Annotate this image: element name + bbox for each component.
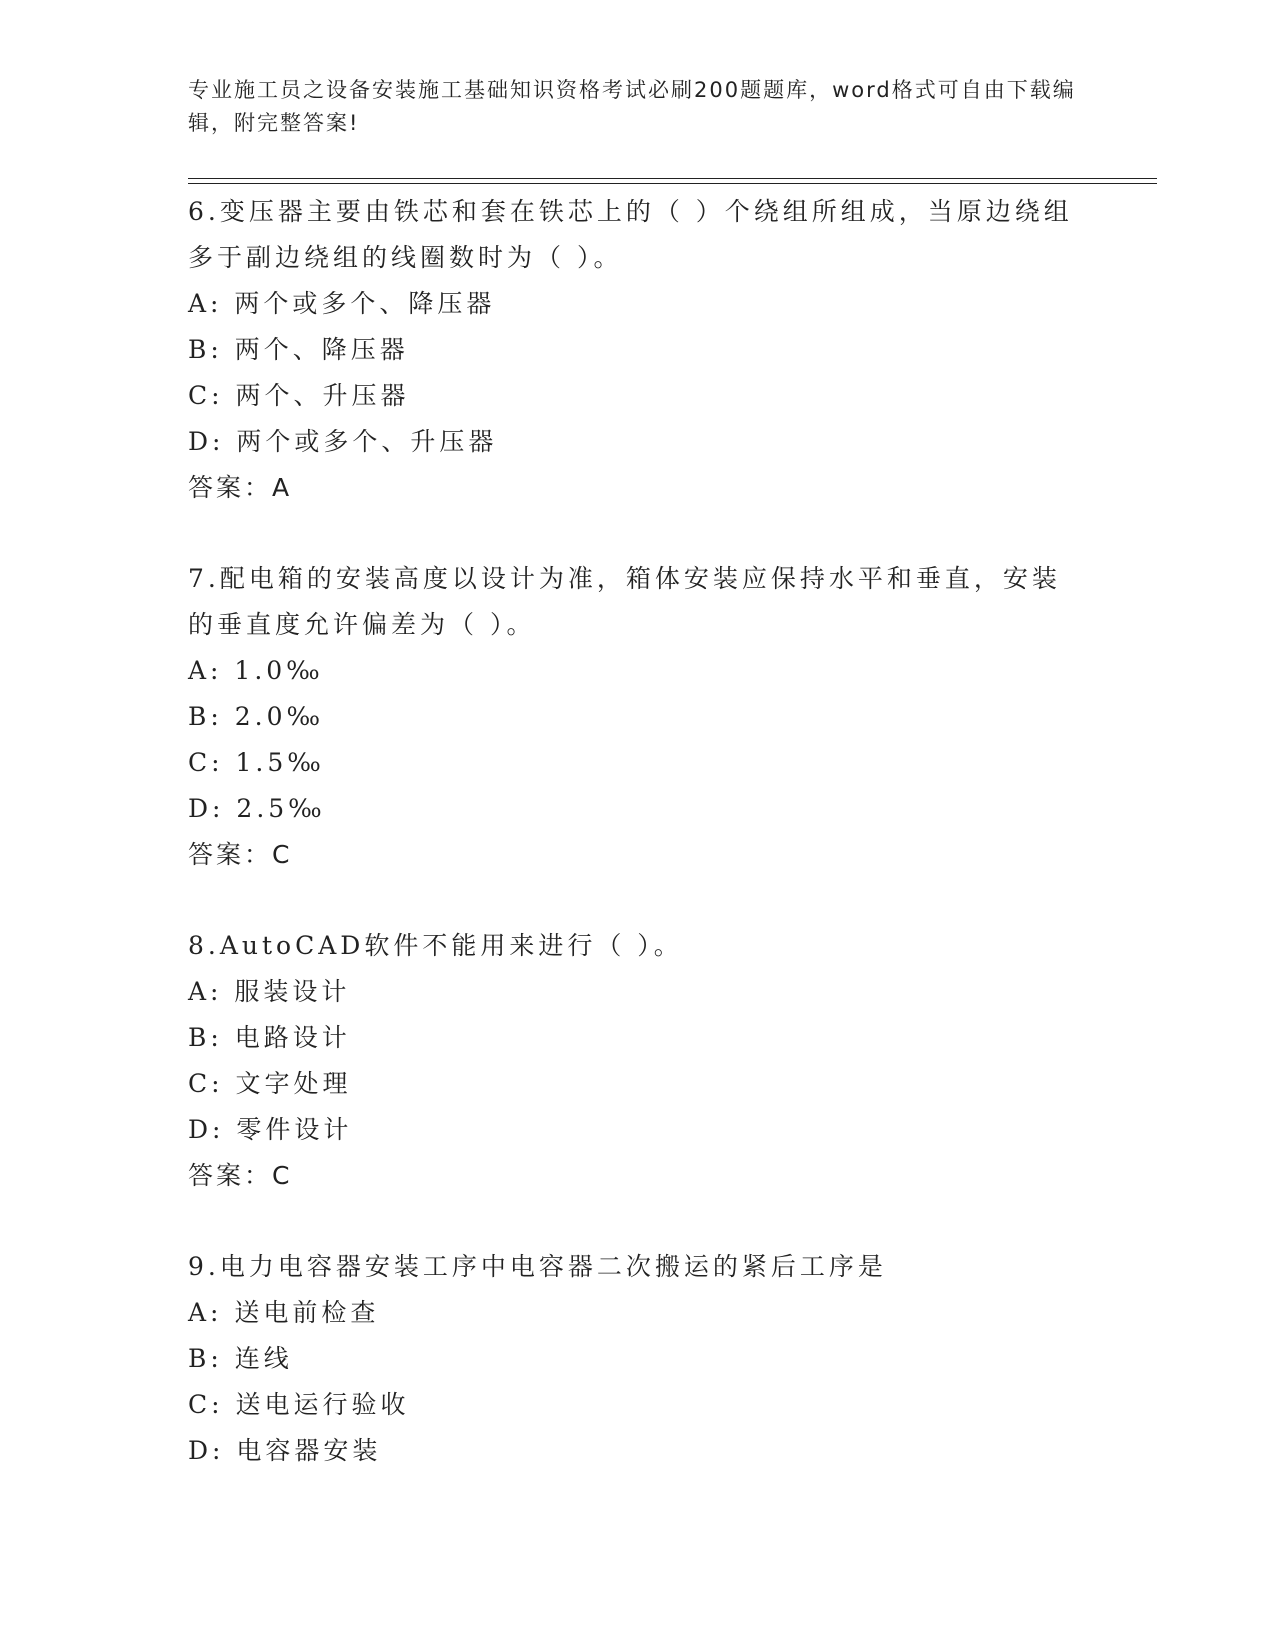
option-b: B: 电路设计 bbox=[188, 1023, 351, 1052]
option-a: A: 服装设计 bbox=[188, 977, 351, 1006]
question-stem: 7.配电箱的安装高度以设计为准，箱体安装应保持水平和垂直，安装的垂直度允许偏差为（ ）。 bbox=[188, 564, 1061, 639]
option-a: A: 1.0‰ bbox=[188, 656, 324, 685]
answer: 答案：C bbox=[188, 1161, 293, 1190]
option-c: C: 1.5‰ bbox=[188, 748, 325, 777]
question-7 bbox=[188, 556, 1088, 878]
answer: 答案：A bbox=[188, 473, 293, 502]
option-b: B: 2.0‰ bbox=[188, 702, 325, 731]
question-spacer bbox=[188, 1199, 1088, 1244]
question-list bbox=[188, 189, 1088, 1474]
header-divider-top bbox=[188, 178, 1157, 179]
option-b: B: 两个、降压器 bbox=[188, 335, 409, 364]
question-spacer bbox=[188, 511, 1088, 556]
option-a: A: 送电前检查 bbox=[188, 1298, 380, 1327]
option-b: B: 连线 bbox=[188, 1344, 293, 1373]
option-d: D: 两个或多个、升压器 bbox=[188, 427, 498, 456]
question-stem: 8.AutoCAD软件不能用来进行（ ）。 bbox=[188, 931, 683, 960]
option-d: D: 零件设计 bbox=[188, 1115, 353, 1144]
option-a: A: 两个或多个、降压器 bbox=[188, 289, 496, 318]
question-stem: 6.变压器主要由铁芯和套在铁芯上的（ ）个绕组所组成，当原边绕组多于副边绕组的线圈数时为（ ）。 bbox=[188, 197, 1073, 272]
option-c: C: 两个、升压器 bbox=[188, 381, 410, 410]
option-d: D: 2.5‰ bbox=[188, 794, 326, 823]
document-header: 专业施工员之设备安装施工基础知识资格考试必刷200题题库，word格式可自由下载编辑，附完整答案! bbox=[188, 78, 1076, 135]
question-stem: 9.电力电容器安装工序中电容器二次搬运的紧后工序是 bbox=[188, 1252, 887, 1281]
option-c: C: 送电运行验收 bbox=[188, 1390, 410, 1419]
question-spacer bbox=[188, 878, 1088, 923]
question-6 bbox=[188, 189, 1088, 511]
question-9 bbox=[188, 1244, 1088, 1474]
question-8 bbox=[188, 923, 1088, 1199]
header-divider-bottom bbox=[188, 183, 1157, 184]
option-c: C: 文字处理 bbox=[188, 1069, 352, 1098]
option-d: D: 电容器安装 bbox=[188, 1436, 382, 1465]
answer: 答案：C bbox=[188, 840, 293, 869]
